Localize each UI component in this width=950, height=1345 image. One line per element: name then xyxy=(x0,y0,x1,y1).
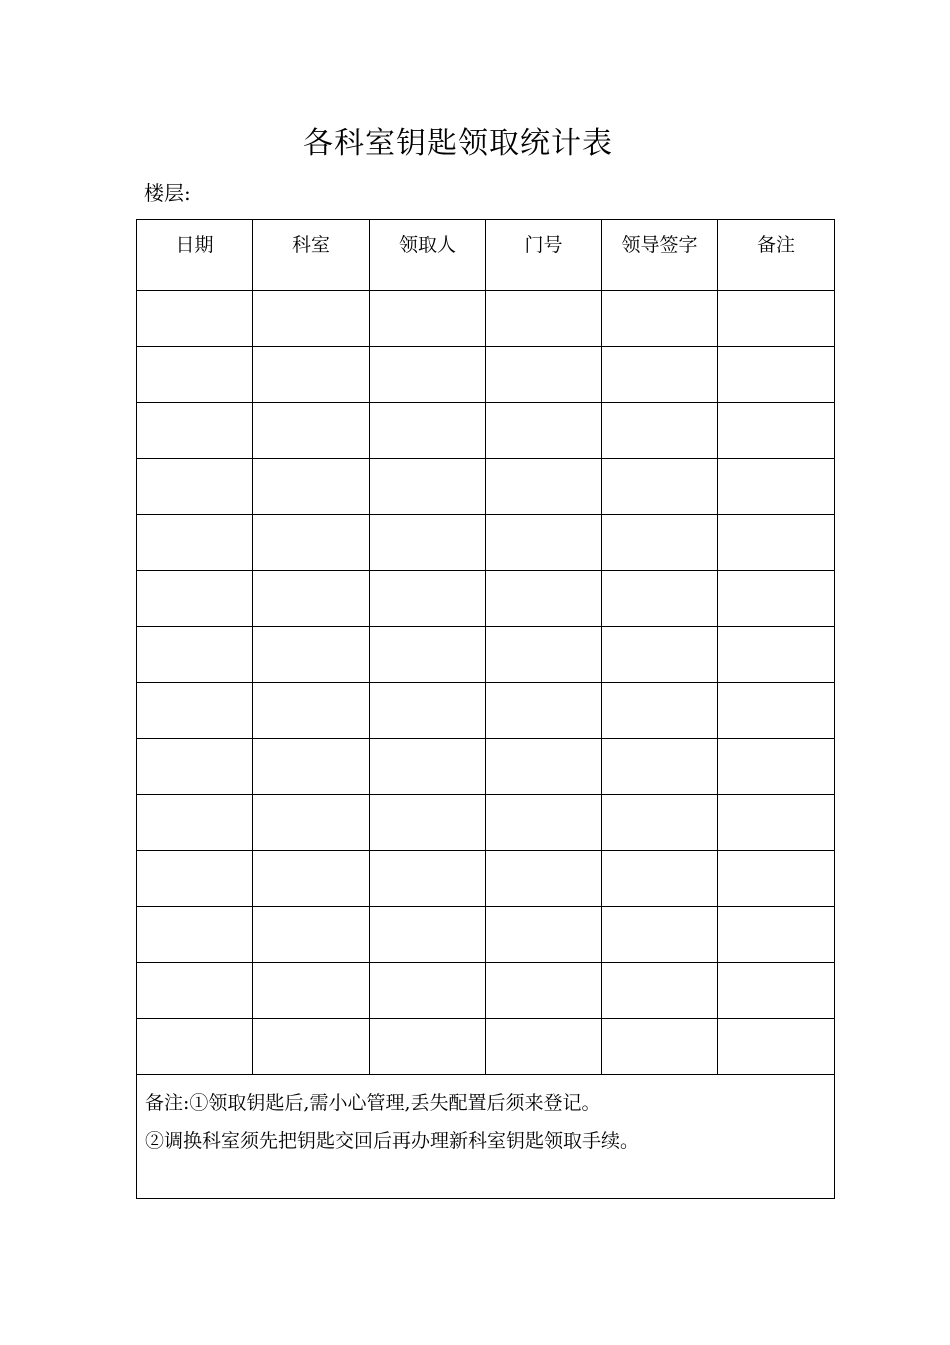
table-cell[interactable] xyxy=(370,907,486,963)
table-cell[interactable] xyxy=(602,627,718,683)
table-cell[interactable] xyxy=(718,347,835,403)
table-row xyxy=(137,459,835,515)
table-cell[interactable] xyxy=(370,851,486,907)
table-cell[interactable] xyxy=(718,683,835,739)
table-cell[interactable] xyxy=(137,851,253,907)
table-cell[interactable] xyxy=(253,571,370,627)
table-row xyxy=(137,571,835,627)
table-row xyxy=(137,403,835,459)
table-cell[interactable] xyxy=(486,739,602,795)
column-header-department: 科室 xyxy=(253,220,370,291)
table-cell[interactable] xyxy=(137,627,253,683)
table-cell[interactable] xyxy=(137,739,253,795)
column-header-remarks: 备注 xyxy=(718,220,835,291)
floor-label: 楼层: xyxy=(144,181,191,205)
table-cell[interactable] xyxy=(602,907,718,963)
table-cell[interactable] xyxy=(486,851,602,907)
table-cell[interactable] xyxy=(602,403,718,459)
table-cell[interactable] xyxy=(602,571,718,627)
header-row xyxy=(137,220,835,291)
table-row xyxy=(137,683,835,739)
table-cell[interactable] xyxy=(137,571,253,627)
table-cell[interactable] xyxy=(370,403,486,459)
table-cell[interactable] xyxy=(253,963,370,1019)
table-cell[interactable] xyxy=(602,347,718,403)
table-cell[interactable] xyxy=(602,291,718,347)
table-cell[interactable] xyxy=(137,963,253,1019)
table-cell[interactable] xyxy=(486,1019,602,1075)
table-cell[interactable] xyxy=(137,683,253,739)
table-cell[interactable] xyxy=(137,515,253,571)
table-cell[interactable] xyxy=(137,291,253,347)
table-cell[interactable] xyxy=(602,795,718,851)
table-cell[interactable] xyxy=(137,347,253,403)
table-cell[interactable] xyxy=(718,515,835,571)
table-cell[interactable] xyxy=(253,907,370,963)
table-cell[interactable] xyxy=(486,571,602,627)
table-row xyxy=(137,291,835,347)
column-header-door-number: 门号 xyxy=(486,220,602,291)
note-line-2: ②调换科室须先把钥匙交回后再办理新科室钥匙领取手续。 xyxy=(145,1130,640,1152)
table-cell[interactable] xyxy=(253,403,370,459)
table-cell[interactable] xyxy=(370,683,486,739)
table-cell[interactable] xyxy=(370,1019,486,1075)
column-header-date: 日期 xyxy=(137,220,253,291)
table-cell[interactable] xyxy=(718,571,835,627)
table-row xyxy=(137,963,835,1019)
table-cell[interactable] xyxy=(253,683,370,739)
table-cell[interactable] xyxy=(370,515,486,571)
notes-row xyxy=(137,1075,835,1199)
table-cell[interactable] xyxy=(370,739,486,795)
table-body xyxy=(137,291,835,1075)
table-cell[interactable] xyxy=(486,459,602,515)
column-header-leader-signature: 领导签字 xyxy=(602,220,718,291)
table-cell[interactable] xyxy=(718,627,835,683)
table-cell[interactable] xyxy=(486,907,602,963)
table-cell[interactable] xyxy=(370,571,486,627)
table-cell[interactable] xyxy=(253,739,370,795)
table-cell[interactable] xyxy=(486,627,602,683)
table-cell[interactable] xyxy=(602,683,718,739)
table-cell[interactable] xyxy=(370,347,486,403)
table-cell[interactable] xyxy=(137,795,253,851)
table-cell[interactable] xyxy=(486,683,602,739)
table-row xyxy=(137,739,835,795)
table-row xyxy=(137,627,835,683)
table-cell[interactable] xyxy=(486,403,602,459)
table-cell[interactable] xyxy=(137,1019,253,1075)
table-cell[interactable] xyxy=(370,459,486,515)
key-ledger-table xyxy=(136,219,835,1199)
table-cell[interactable] xyxy=(253,851,370,907)
table-cell[interactable] xyxy=(137,907,253,963)
note-line-1: 备注:①领取钥匙后,需小心管理,丢失配置后须来登记。 xyxy=(145,1092,601,1114)
table-cell[interactable] xyxy=(370,963,486,1019)
table-cell[interactable] xyxy=(253,459,370,515)
table-cell[interactable] xyxy=(253,1019,370,1075)
table-cell[interactable] xyxy=(602,1019,718,1075)
table-cell[interactable] xyxy=(602,963,718,1019)
table-cell[interactable] xyxy=(370,627,486,683)
table-cell[interactable] xyxy=(602,515,718,571)
table-cell[interactable] xyxy=(718,795,835,851)
table-cell[interactable] xyxy=(718,1019,835,1075)
table-cell[interactable] xyxy=(253,795,370,851)
table-row xyxy=(137,515,835,571)
table-cell[interactable] xyxy=(718,403,835,459)
table-cell[interactable] xyxy=(370,291,486,347)
table-cell[interactable] xyxy=(137,403,253,459)
table-cell[interactable] xyxy=(718,739,835,795)
table-cell[interactable] xyxy=(137,459,253,515)
table-row xyxy=(137,907,835,963)
table-cell[interactable] xyxy=(602,851,718,907)
notes-cell xyxy=(137,1075,835,1199)
table-cell[interactable] xyxy=(486,963,602,1019)
table-cell[interactable] xyxy=(486,291,602,347)
table-cell[interactable] xyxy=(602,459,718,515)
table-cell[interactable] xyxy=(486,795,602,851)
page-title: 各科室钥匙领取统计表 xyxy=(303,126,613,161)
table-cell[interactable] xyxy=(253,515,370,571)
table-cell[interactable] xyxy=(718,907,835,963)
table-cell[interactable] xyxy=(602,739,718,795)
table-cell[interactable] xyxy=(718,851,835,907)
table-row xyxy=(137,851,835,907)
column-header-recipient: 领取人 xyxy=(370,220,486,291)
table-row xyxy=(137,347,835,403)
table-row xyxy=(137,795,835,851)
table-cell[interactable] xyxy=(253,347,370,403)
table-cell[interactable] xyxy=(718,291,835,347)
table-cell[interactable] xyxy=(718,459,835,515)
table-cell[interactable] xyxy=(370,795,486,851)
table-row xyxy=(137,1019,835,1075)
table-cell[interactable] xyxy=(253,627,370,683)
table-cell[interactable] xyxy=(486,515,602,571)
table-cell[interactable] xyxy=(718,963,835,1019)
table-cell[interactable] xyxy=(253,291,370,347)
table-cell[interactable] xyxy=(486,347,602,403)
